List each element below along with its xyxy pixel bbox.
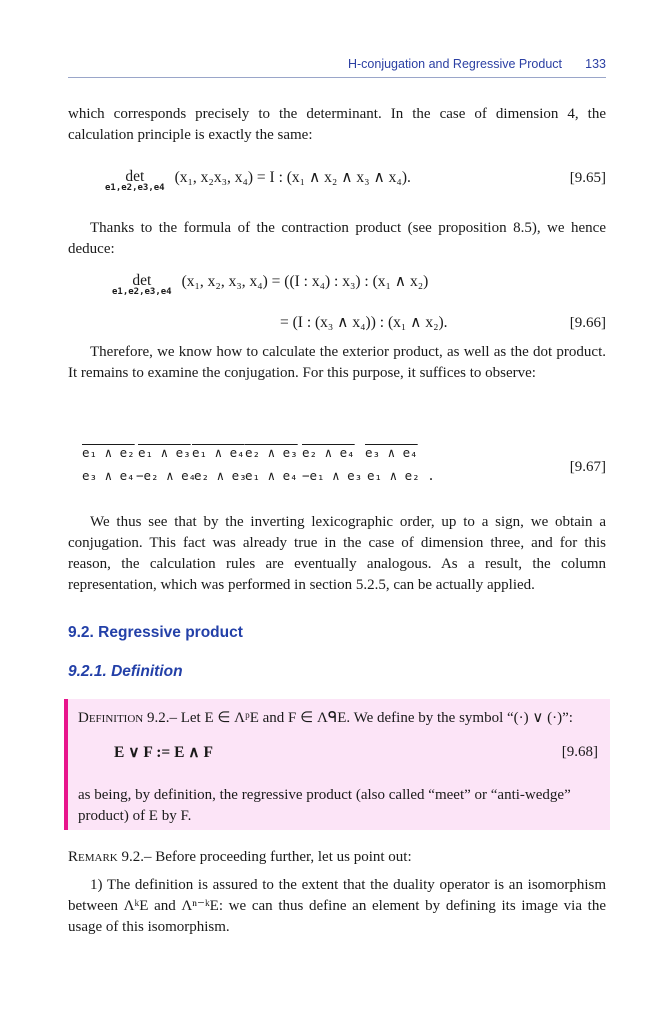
equation-9-65 bbox=[68, 166, 606, 194]
table-cell: e₂ ∧ e₄ bbox=[302, 445, 355, 460]
table-cell: e₂ ∧ e₃ bbox=[245, 445, 298, 460]
definition-text: Let E ∈ ΛᵖE and F ∈ ΛᑫE. We define by the symbol “(·) ∨ (·)”: bbox=[180, 710, 573, 726]
table-cell: e₃ ∧ e₄ bbox=[82, 468, 135, 483]
equation-9-66b bbox=[68, 311, 606, 339]
page-number: 133 bbox=[585, 57, 606, 71]
det-operator: det e1,e2,e3,e4 bbox=[112, 272, 172, 297]
paragraph-2: Thanks to the formula of the contraction product (see proposition 8.5), we hence deduce: bbox=[68, 220, 606, 257]
equation-9-67 bbox=[68, 455, 606, 483]
equation-9-66a-body: (x₁, x₂, x₃, x₄) = ((I : x₄) : x₃) : (x₁ ∧ x₂) bbox=[181, 273, 429, 290]
equation-9-65-body: (x₁, x₂x₃, x₄) = I : (x₁ ∧ x₂ ∧ x₃ ∧ x₄). bbox=[174, 169, 411, 186]
det-operator: det e1,e2,e3,e4 bbox=[105, 168, 165, 193]
table-cell: e₂ ∧ e₃ bbox=[194, 468, 247, 483]
table-cell: −e₂ ∧ e₄ bbox=[136, 468, 197, 483]
table-cell: e₁ ∧ e₃ bbox=[138, 445, 191, 460]
remark-paragraph bbox=[68, 847, 606, 868]
table-cell: e₃ ∧ e₄ bbox=[365, 445, 418, 460]
definition-label: Definition bbox=[78, 710, 144, 726]
paragraph-5: 1) The definition is assured to the extent that the duality operator is an isomorphism between ΛᵏE and Λⁿ⁻ᵏE: we can thus define an element by defining its image via the usage of this isomorphism. bbox=[68, 877, 606, 935]
equation-number-9-68: [9.68] bbox=[561, 744, 598, 760]
table-cell: e₁ ∧ e₄ bbox=[245, 468, 298, 483]
remark-label: Remark bbox=[68, 849, 118, 865]
definition-after: as being, by definition, the regressive product (also called “meet” or “anti-wedge” product) of E by F. bbox=[78, 787, 571, 824]
definition-label-num: 9.2.– bbox=[146, 710, 181, 726]
paragraph-3: Therefore, we know how to calculate the exterior product, as well as the dot product. It remains to examine the conjugation. For this purpose, it suffices to observe: bbox=[68, 344, 606, 381]
table-cell: −e₁ ∧ e₃ bbox=[302, 468, 363, 483]
remark-label-num: 9.2.– bbox=[121, 849, 156, 865]
subsection-heading: 9.2.1. Definition bbox=[68, 663, 183, 680]
remark-text: Before proceeding further, let us point out: bbox=[155, 849, 412, 865]
header-title: H-conjugation and Regressive Product bbox=[347, 57, 562, 71]
definition-statement bbox=[78, 708, 598, 729]
equation-number-9-65: [9.65] bbox=[569, 170, 606, 186]
equation-number-9-67: [9.67] bbox=[569, 459, 606, 475]
equation-9-66b-body: = (I : (x₃ ∧ x₄)) : (x₁ ∧ x₂). bbox=[280, 314, 448, 331]
definition-box bbox=[64, 699, 610, 830]
paragraph-4: We thus see that by the inverting lexicographic order, up to a sign, we obtain a conjugation. This fact was already true in the case of dimension three, and for this reason, the calculation rules are eventually analogous. As a result, the column representation, which was performed in section 5.2.5, can be actually applied. bbox=[68, 514, 606, 593]
paragraph-1: which corresponds precisely to the determinant. In the case of dimension 4, the calculation principle is exactly the same: bbox=[68, 106, 606, 143]
running-header bbox=[68, 55, 606, 78]
equation-number-9-66: [9.66] bbox=[569, 315, 606, 331]
equation-9-66a bbox=[68, 270, 606, 298]
definition-formula: E ∨ F := E ∧ F bbox=[114, 744, 213, 761]
table-cell: e₁ ∧ e₄ bbox=[192, 445, 245, 460]
table-cell: e₁ ∧ e₂ . bbox=[367, 468, 435, 483]
table-cell: e₁ ∧ e₂ bbox=[82, 445, 135, 460]
section-heading: 9.2. Regressive product bbox=[68, 624, 243, 641]
